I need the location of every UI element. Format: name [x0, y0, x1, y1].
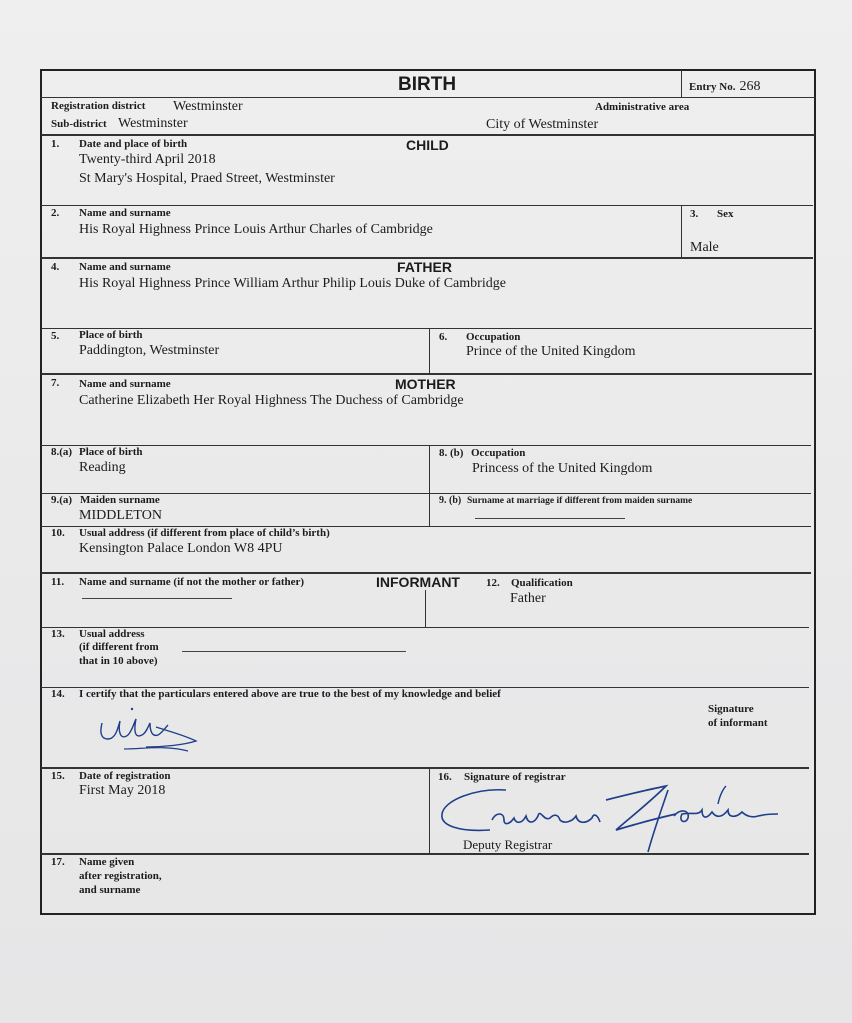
field-17-label-line3: and surname [79, 884, 141, 896]
field-17-number: 17. [51, 856, 65, 868]
field-12-number: 12. [486, 577, 500, 589]
registrar-signature [436, 778, 781, 856]
field-8a-label: Place of birth [79, 446, 143, 458]
place-of-birth-value: St Mary's Hospital, Praed Street, Westminster [79, 171, 335, 186]
section-child: CHILD [406, 137, 449, 153]
field-13-label-line3: that in 10 above) [79, 655, 158, 667]
field-3-number: 3. [690, 208, 699, 220]
field-7-label: Name and surname [79, 378, 171, 390]
field-9b-label: Surname at marriage if different from maiden surname [467, 496, 693, 506]
field-7-number: 7. [51, 377, 60, 389]
field-15-label: Date of registration [79, 770, 171, 782]
field-10-number: 10. [51, 527, 65, 539]
field-6-number: 6. [439, 331, 448, 343]
signature-of-informant-label-line2: of informant [708, 717, 768, 729]
field-5-number: 5. [51, 330, 60, 342]
sub-district-label: Sub-district [51, 118, 107, 130]
father-name-value: His Royal Highness Prince William Arthur Philip Louis Duke of Cambridge [79, 276, 506, 291]
field-16-label: Signature of registrar [464, 771, 566, 783]
field-4-number: 4. [51, 261, 60, 273]
field-1-label: Date and place of birth [79, 138, 188, 150]
sex-value: Male [690, 240, 719, 255]
field-3-label: Sex [717, 208, 734, 220]
section-father: FATHER [397, 259, 452, 275]
mother-name-value: Catherine Elizabeth Her Royal Highness The Duchess of Cambridge [79, 393, 464, 408]
field-8b-number: 8. (b) [439, 447, 464, 459]
signature-of-informant-label-line1: Signature [708, 703, 754, 715]
field-11-number: 11. [51, 576, 65, 588]
field-5-label: Place of birth [79, 329, 143, 341]
field-6-label: Occupation [466, 331, 521, 343]
entry-number: Entry No. 268 [689, 79, 761, 94]
informant-name-blank [82, 598, 232, 599]
field-13-number: 13. [51, 628, 65, 640]
maiden-surname-value: MIDDLETON [79, 508, 162, 523]
father-occupation-value: Prince of the United Kingdom [466, 344, 636, 359]
registrar-title-value: Deputy Registrar [463, 837, 553, 852]
field-10-label: Usual address (if different from place of child’s birth) [79, 527, 330, 539]
mother-birthplace-value: Reading [79, 460, 126, 475]
registration-district-label: Registration district [51, 100, 146, 112]
surname-at-marriage-blank [475, 518, 625, 519]
usual-address-value: Kensington Palace London W8 4PU [79, 541, 283, 556]
field-15-number: 15. [51, 770, 65, 782]
field-8b-label: Occupation [471, 447, 526, 459]
registration-date-value: First May 2018 [79, 783, 166, 798]
section-mother: MOTHER [395, 376, 456, 392]
sub-district-value: Westminster [118, 116, 188, 131]
field-2-number: 2. [51, 207, 60, 219]
administrative-area-value: City of Westminster [486, 117, 599, 132]
field-8a-number: 8.(a) [51, 446, 73, 458]
registration-district-value: Westminster [173, 99, 243, 114]
field-12-label: Qualification [511, 577, 573, 589]
field-13-label-line1: Usual address [79, 628, 145, 640]
administrative-area-label: Administrative area [595, 101, 690, 113]
field-9b-number: 9. (b) [439, 495, 462, 506]
mother-occupation-value: Princess of the United Kingdom [472, 461, 653, 476]
child-name-value: His Royal Highness Prince Louis Arthur Charles of Cambridge [79, 222, 433, 237]
field-14-number: 14. [51, 688, 65, 700]
father-birthplace-value: Paddington, Westminster [79, 343, 220, 358]
section-informant: INFORMANT [376, 574, 460, 590]
informant-signature [96, 705, 206, 760]
field-11-label: Name and surname (if not the mother or father) [79, 576, 305, 588]
field-17-label-line1: Name given [79, 856, 135, 868]
certificate-title: BIRTH [398, 74, 457, 95]
field-16-number: 16. [438, 771, 452, 783]
field-17-label-line2: after registration, [79, 870, 162, 882]
field-9a-number: 9.(a) [51, 494, 73, 506]
field-1-number: 1. [51, 138, 60, 150]
field-4-label: Name and surname [79, 261, 171, 273]
field-13-label-line2: (if different from [79, 641, 159, 653]
qualification-value: Father [510, 591, 546, 606]
field-2-label: Name and surname [79, 207, 171, 219]
date-of-birth-value: Twenty-third April 2018 [79, 152, 216, 167]
informant-address-blank [182, 651, 406, 652]
field-9a-label: Maiden surname [80, 494, 160, 506]
certification-statement: I certify that the particulars entered above are true to the best of my knowledge and belief [79, 688, 501, 700]
